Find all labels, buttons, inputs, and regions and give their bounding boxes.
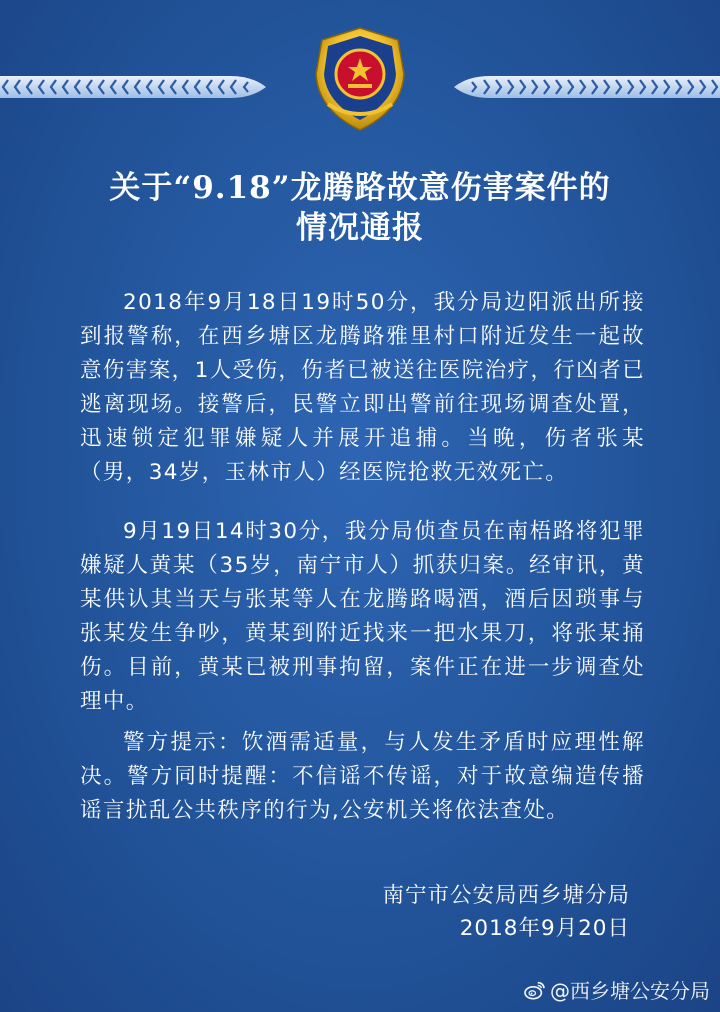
notice-title-line2: 情况通报: [296, 210, 424, 246]
weibo-icon: [524, 980, 546, 1000]
watermark-text: @西乡塘公安分局: [550, 979, 710, 1003]
notice-title-line1: 关于“9.18”龙腾路故意伤害案件的: [109, 170, 611, 206]
weibo-watermark: [524, 975, 710, 1004]
paragraph-incident: 2018年9月18日19时50分，我分局边阳派出所接到报警称，在西乡塘区龙腾路雅里村口附近发生一起故意伤害案，1人受伤，伤者已被送往医院治疗，行凶者已逃离现场。接警后，民警立即出警前往现场调查处置，迅速锁定犯罪嫌疑人并展开追捕。当晚，伤者张某（男，34岁，玉林市人）经医院抢救无效死亡。: [80, 290, 645, 485]
left-ribbon-decoration: [0, 70, 268, 104]
header-emblem-row: [0, 22, 720, 140]
paragraph-arrest: 9月19日14时30分，我分局侦查员在南梧路将犯罪嫌疑人黄某（35岁，南宁市人）抓获归案。经审讯，黄某供认其当天与张某等人在龙腾路喝酒，酒后因琐事与张某发生争吵，黄某到附近找来一把水果刀，将张某捅伤。目前，黄某已被刑事拘留，案件正在进一步调查处理中。: [80, 519, 645, 714]
signature-date: 2018年9月20日: [459, 916, 630, 941]
right-ribbon-decoration: [452, 70, 720, 104]
police-emblem-icon: [308, 24, 412, 134]
paragraph-warning: 警方提示：饮酒需适量，与人发生矛盾时应理性解决。警方同时提醒：不信谣不传谣，对于故意编造传播谣言扰乱公共秩序的行为,公安机关将依法查处。: [80, 730, 645, 823]
signature-org: 南宁市公安局西乡塘分局: [382, 883, 630, 908]
